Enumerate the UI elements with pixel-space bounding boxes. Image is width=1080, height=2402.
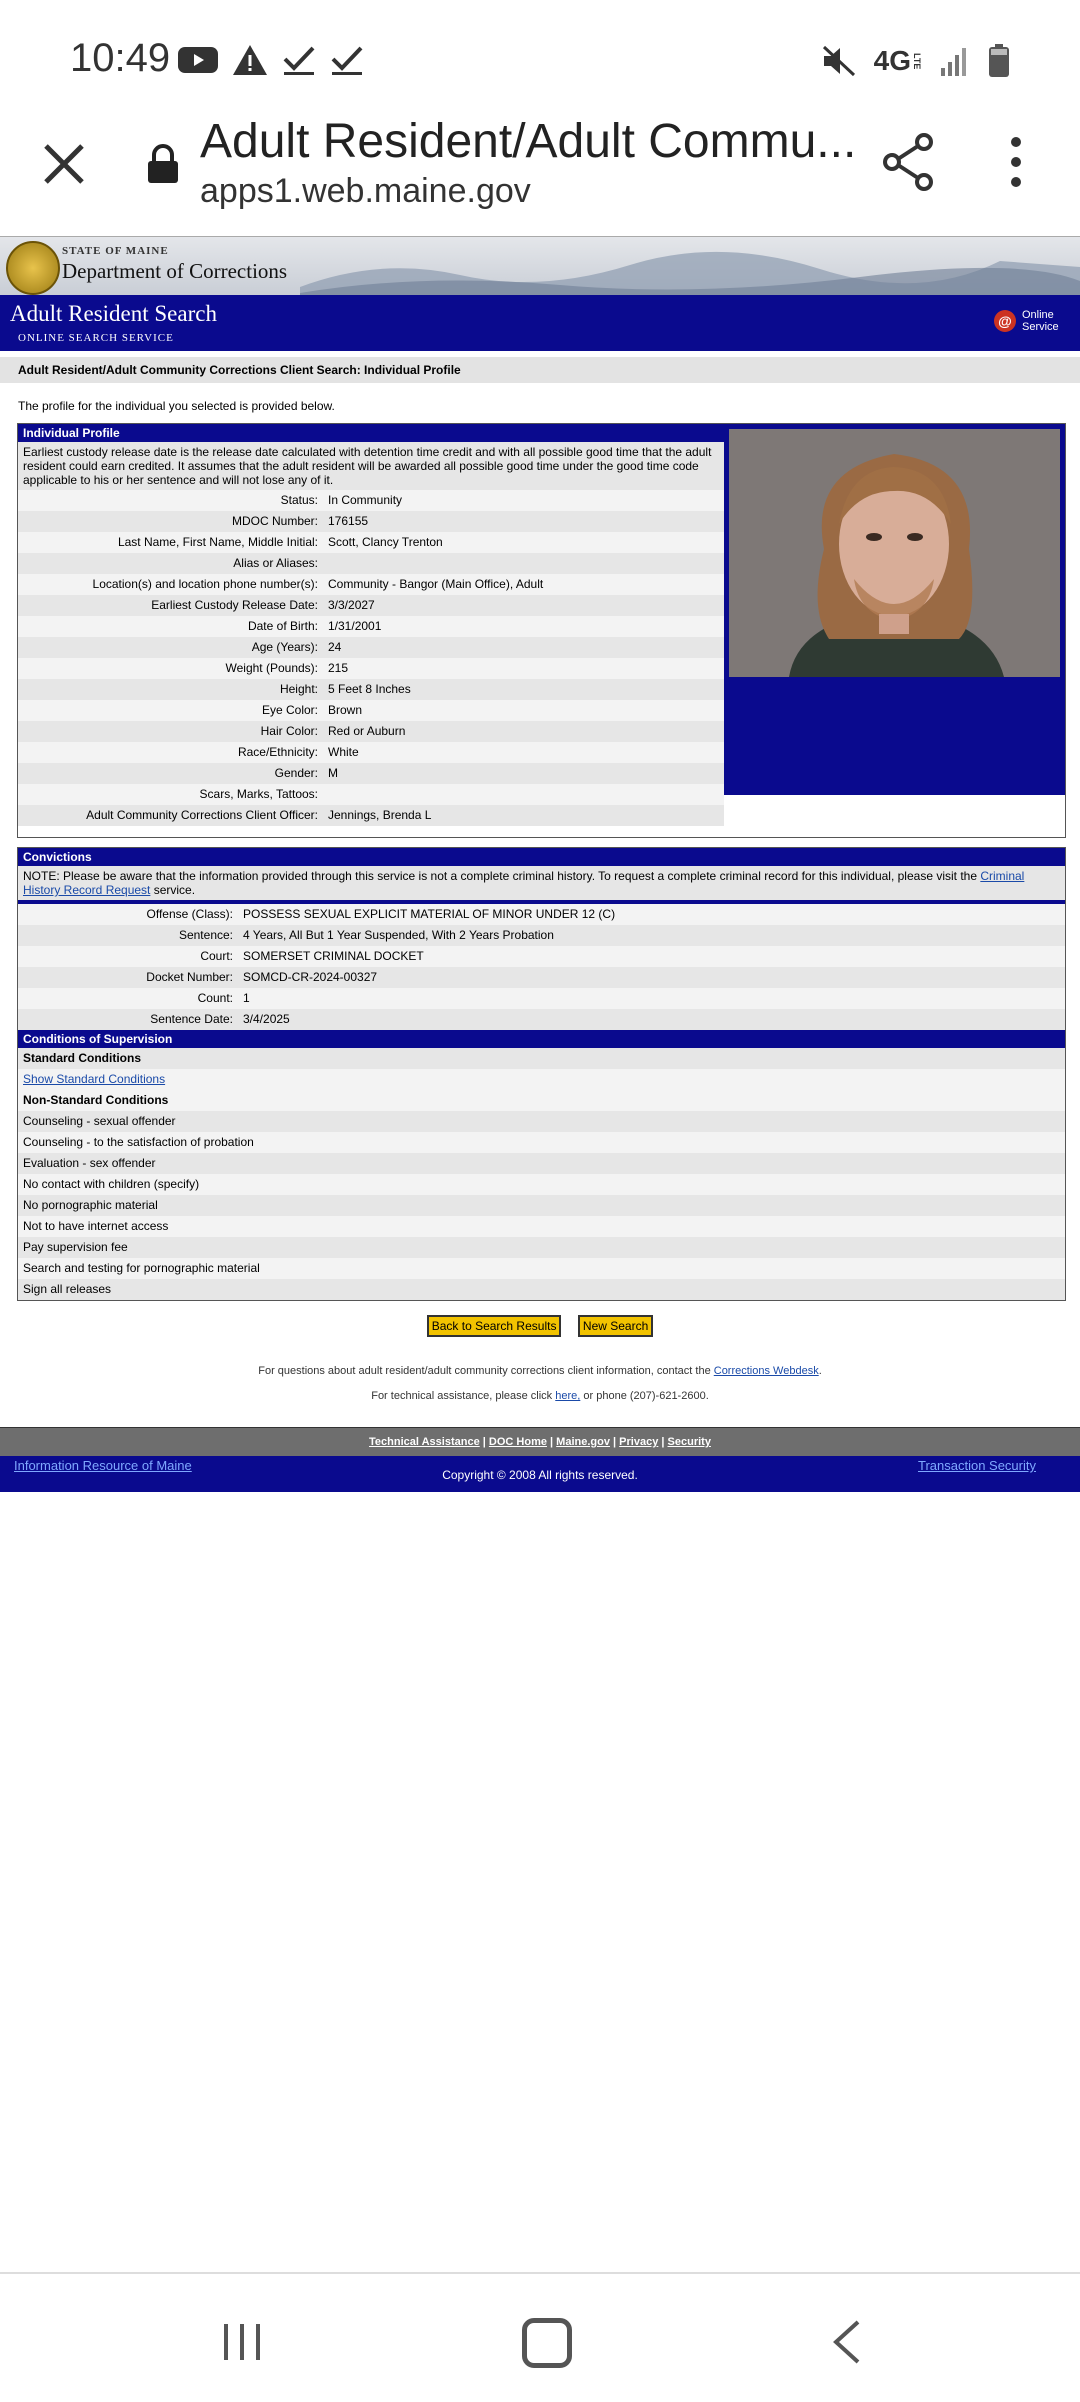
conviction-field-row: [18, 967, 1065, 988]
page-title[interactable]: Adult Resident/Adult Commu...: [200, 115, 857, 168]
criminal-history-link[interactable]: Criminal History Record Request: [23, 869, 1025, 897]
tech-assistance-link[interactable]: here,: [555, 1390, 581, 1402]
profile-field-label: Location(s) and location phone number(s):: [92, 577, 318, 591]
profile-field-row: [18, 721, 724, 742]
conviction-field-row: [18, 925, 1065, 946]
profile-field-value: 176155: [328, 514, 369, 528]
conviction-field-label: Sentence Date:: [150, 1012, 233, 1026]
share-icon[interactable]: [880, 132, 936, 192]
condition-list: [18, 1111, 1065, 1300]
profile-field-label: Eye Color:: [261, 703, 318, 717]
profile-field-value: 5 Feet 8 Inches: [328, 682, 411, 696]
profile-field-value: [328, 553, 724, 574]
conviction-field-value: POSSESS SEXUAL EXPLICIT MATERIAL OF MINOR UNDER 12 (C): [243, 907, 616, 921]
check-icon: [330, 44, 364, 76]
footer-copyright-bar: [0, 1456, 1080, 1492]
profile-fields: [18, 490, 724, 826]
profile-field-row: [18, 805, 724, 826]
condition-item: Sign all releases: [18, 1279, 1065, 1300]
profile-field-label: Scars, Marks, Tattoos:: [199, 787, 318, 801]
condition-item: Pay supervision fee: [18, 1237, 1065, 1258]
conviction-field-value: 3/4/2025: [243, 1012, 290, 1026]
page-url[interactable]: apps1.web.maine.gov: [200, 172, 531, 210]
back-icon[interactable]: [832, 2320, 862, 2364]
release-date-note: Earliest custody release date is the release date calculated with detention time credit and with all possible good time that the adult resident could earn credited. It assumes that the adult resident will be awarded all possible good time under the good time code applicable to his or her sentence and will not lose any of it.: [18, 442, 724, 490]
conviction-field-label: Docket Number:: [146, 970, 233, 984]
condition-item: Search and testing for pornographic material: [18, 1258, 1065, 1279]
conviction-field-value: SOMERSET CRIMINAL DOCKET: [243, 949, 424, 963]
mountains-graphic: [300, 247, 1080, 295]
close-icon[interactable]: [38, 138, 90, 190]
profile-field-label: Age (Years):: [251, 640, 318, 654]
condition-item: Counseling - to the satisfaction of probation: [18, 1132, 1065, 1153]
tech-line: [0, 1384, 1080, 1409]
condition-item: No pornographic material: [18, 1195, 1065, 1216]
profile-field-value: Brown: [328, 703, 363, 717]
convictions-note-end: service.: [150, 883, 196, 897]
mute-icon: [822, 45, 856, 77]
profile-field-value: 1/31/2001: [328, 619, 382, 633]
profile-details: [18, 424, 724, 826]
notification-icons: [178, 44, 364, 76]
contact-info: [0, 1359, 1080, 1409]
footer-link-maine-gov[interactable]: Maine.gov: [556, 1436, 610, 1448]
profile-field-row: [18, 490, 724, 511]
lock-icon[interactable]: [146, 144, 180, 184]
profile-field-label: Last Name, First Name, Middle Initial:: [117, 535, 318, 549]
convictions-note-text: NOTE: Please be aware that the information provided through this service is not a complete criminal history. To request a complete criminal record for this individual, please visit the: [23, 869, 981, 883]
tech-text: For technical assistance, please click: [371, 1390, 556, 1402]
profile-field-label: Alias or Aliases:: [233, 556, 318, 570]
online-service-label: Online Service: [1022, 309, 1059, 333]
profile-field-value: 215: [328, 661, 349, 675]
maine-seal-icon: [6, 241, 60, 295]
standard-conditions-heading: Standard Conditions: [18, 1048, 1065, 1069]
app-header: [0, 295, 1080, 351]
profile-field-row: [18, 742, 724, 763]
mugshot-photo: [729, 429, 1060, 677]
conviction-field-label: Sentence:: [178, 928, 233, 942]
profile-field-row: [18, 679, 724, 700]
convictions-note: [18, 866, 1065, 904]
system-icons: [822, 44, 1010, 78]
web-page: [0, 236, 1080, 1492]
profile-field-value: Red or Auburn: [328, 724, 406, 738]
state-label: STATE OF MAINE: [62, 245, 169, 257]
footer-link-security[interactable]: Security: [667, 1436, 711, 1448]
profile-field-value: White: [328, 745, 359, 759]
browser-bar: [0, 115, 1080, 232]
network-label: 4G: [873, 45, 911, 76]
app-subtitle: ONLINE SEARCH SERVICE: [18, 332, 174, 344]
footer-links: Technical Assistance | DOC Home | Maine.gov | Privacy | Security: [0, 1427, 1080, 1456]
profile-field-label: Height:: [279, 682, 318, 696]
footer-link-doc-home[interactable]: DOC Home: [488, 1436, 547, 1448]
app-title: Adult Resident Search: [10, 301, 217, 326]
4g-lte-icon: 4G LTE: [873, 45, 922, 76]
department-label: Department of Corrections: [62, 259, 288, 283]
convictions-heading: Convictions: [18, 848, 1065, 866]
conviction-field-label: Offense (Class):: [146, 907, 233, 921]
breadcrumb: Adult Resident/Adult Community Corrections Client Search: Individual Profile: [0, 357, 1080, 383]
show-standard-conditions-link: [18, 1069, 1065, 1090]
back-to-results-button[interactable]: Back to Search Results: [427, 1315, 562, 1337]
at-sign-icon: @: [994, 310, 1016, 332]
condition-item: Evaluation - sex offender: [18, 1153, 1065, 1174]
footer-link-technical-assistance[interactable]: Technical Assistance: [369, 1436, 480, 1448]
photo-panel: [724, 424, 1065, 795]
conviction-field-row: [18, 1009, 1065, 1030]
profile-field-label: Adult Community Corrections Client Officer:: [86, 808, 318, 822]
profile-field-label: Race/Ethnicity:: [237, 745, 318, 759]
convictions-section: [17, 847, 1066, 1301]
questions-end: .: [818, 1365, 822, 1377]
profile-field-label: Weight (Pounds):: [225, 661, 318, 675]
navigation-bar: [0, 2272, 1080, 2402]
conviction-field-value: SOMCD-CR-2024-00327: [243, 970, 378, 984]
signal-icon: [940, 46, 970, 76]
condition-item: Counseling - sexual offender: [18, 1111, 1065, 1132]
status-bar: [0, 0, 1080, 120]
profile-field-row: [18, 784, 724, 805]
profile-field-row: [18, 763, 724, 784]
warning-icon: [232, 44, 268, 76]
profile-field-label: Status:: [280, 493, 318, 507]
supervision-heading: Conditions of Supervision: [18, 1030, 1065, 1048]
questions-line: [0, 1359, 1080, 1384]
conviction-field-value: 4 Years, All But 1 Year Suspended, With 2 Years Probation: [243, 928, 554, 942]
online-service-logo: [994, 309, 1062, 333]
more-options-icon[interactable]: [1008, 136, 1024, 188]
profile-field-value: In Community: [328, 493, 403, 507]
status-time: 10:49: [70, 36, 171, 80]
profile-field-value: [328, 784, 724, 805]
profile-field-row: [18, 616, 724, 637]
information-resource-link[interactable]: Information Resource of Maine: [14, 1458, 192, 1473]
profile-field-row: [18, 532, 724, 553]
footer-link-privacy[interactable]: Privacy: [619, 1436, 659, 1448]
profile-field-value: Community - Bangor (Main Office), Adult: [328, 577, 544, 591]
battery-icon: [988, 44, 1010, 78]
profile-field-label: Hair Color:: [260, 724, 318, 738]
profile-section: [17, 423, 1066, 838]
profile-field-row: [18, 553, 724, 574]
profile-field-row: [18, 658, 724, 679]
profile-field-value: Scott, Clancy Trenton: [328, 535, 443, 549]
condition-item: No contact with children (specify): [18, 1174, 1065, 1195]
intro-text: The profile for the individual you selected is provided below.: [18, 399, 335, 413]
profile-field-value: M: [328, 766, 338, 780]
profile-field-label: Gender:: [274, 766, 318, 780]
profile-field-row: [18, 637, 724, 658]
tech-phone: or phone (207)-621-2600.: [580, 1390, 709, 1402]
questions-text: For questions about adult resident/adult community corrections client information, contact the: [258, 1365, 714, 1377]
conviction-field-row: [18, 904, 1065, 925]
profile-field-row: [18, 700, 724, 721]
home-icon[interactable]: [522, 2318, 572, 2368]
profile-field-row: [18, 511, 724, 532]
check-icon: [282, 44, 316, 76]
profile-field-value: 24: [328, 640, 342, 654]
conviction-field-row: [18, 946, 1065, 967]
conviction-field-value: 1: [243, 991, 250, 1005]
profile-field-row: [18, 574, 724, 595]
nonstandard-conditions-heading: Non-Standard Conditions: [18, 1090, 1065, 1111]
conviction-fields: [18, 904, 1065, 1030]
profile-field-label: Date of Birth:: [247, 619, 318, 633]
conviction-field-label: Court:: [200, 949, 233, 963]
profile-field-label: Earliest Custody Release Date:: [151, 598, 318, 612]
action-buttons: [0, 1315, 1080, 1337]
doc-banner: [0, 236, 1080, 295]
conviction-field-row: [18, 988, 1065, 1009]
profile-field-value: 3/3/2027: [328, 598, 375, 612]
profile-field-value: Jennings, Brenda L: [328, 808, 432, 822]
conviction-field-label: Count:: [197, 991, 233, 1005]
corrections-webdesk-link[interactable]: Corrections Webdesk: [713, 1365, 819, 1377]
profile-field-label: MDOC Number:: [231, 514, 318, 528]
condition-item: Not to have internet access: [18, 1216, 1065, 1237]
profile-heading: Individual Profile: [18, 424, 724, 442]
transaction-security-link[interactable]: Transaction Security: [917, 1458, 1036, 1473]
recent-apps-icon[interactable]: [222, 2322, 262, 2362]
youtube-icon: [178, 45, 218, 75]
show-standard-conditions[interactable]: Show Standard Conditions: [23, 1072, 166, 1086]
copyright: Copyright © 2008 All rights reserved.: [442, 1468, 638, 1482]
profile-field-row: [18, 595, 724, 616]
new-search-button[interactable]: New Search: [578, 1315, 653, 1337]
